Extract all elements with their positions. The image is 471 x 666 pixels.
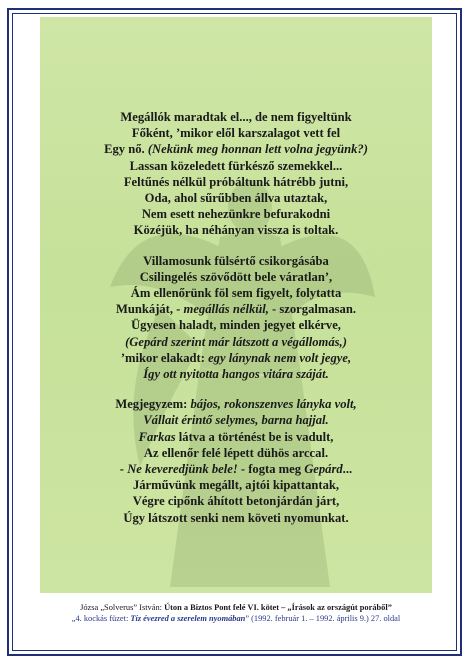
poem-line: Vállait érintő selymes, barna hajjal. (143, 413, 329, 428)
poem-line: Villamosunk fülsértő csikorgásába (143, 253, 329, 268)
poem-line: Ügyesen haladt, minden jegyet elkérve, (131, 318, 341, 333)
poem-panel (40, 17, 432, 593)
page-footer (40, 602, 432, 624)
poem-line: Végre cipőnk áhított betonjárdán járt, (132, 494, 340, 509)
poem-line: Farkas látva a történést be is vadult, (138, 429, 334, 444)
stanza-1 (40, 109, 432, 239)
footer-line-1: Józsa „Solverus” István: Úton a Biztos Pont felé VI. kötet – „Írások az országút poráből” (80, 603, 392, 612)
poem-line: Az ellenőr felé lépett dühös arccal. (143, 445, 329, 460)
poem-line: ’mikor elakadt: egy lánynak nem volt jegye, (120, 350, 352, 365)
poem-line: Csilingelés szövődött bele váratlan’, (139, 269, 333, 284)
poem-line: Megállók maradtak el..., de nem figyeltünk (120, 110, 352, 124)
poem-line: Egy nő. (Nekünk meg honnan lett volna jegyünk?) (104, 142, 368, 157)
poem-line: Oda, ahol sűrűbben állva utaztak, (144, 191, 328, 206)
poem-line: Megjegyzem: bájos, rokonszenves lányka volt, (115, 397, 357, 412)
poem-line: (Gepárd szerint már látszott a végállomás,) (125, 334, 347, 349)
poem-line: Ám ellenőrünk föl sem figyelt, folytatta (130, 286, 342, 301)
footer-line-2: „4. kockás füzet: Tíz évezred a szerelem nyomában” (1992. február 1. – 1992. április 9.) 27. oldal (71, 614, 401, 623)
stanza-3 (40, 396, 432, 526)
poem-line: Úgy látszott senki nem követi nyomunkat. (123, 510, 349, 525)
poem-line: Így ott nyitotta hangos vitára száját. (143, 367, 329, 382)
poem-line: Munkáját, - megállás nélkül, - szorgalmasan. (116, 302, 356, 317)
poem-line: Közéjük, ha néhányan vissza is toltak. (133, 223, 339, 238)
poem-line: Járművünk megállt, ajtói kipattantak, (132, 478, 340, 493)
poem-line: Feltűnés nélkül próbáltunk hátrébb jutni, (123, 174, 349, 189)
poem-line: - Ne keveredjünk bele! - fogta meg Gepárd... (119, 462, 353, 477)
poem-line: Lassan közeledett fürkésző szemekkel... (129, 158, 343, 173)
poem-text (40, 109, 432, 540)
poem-line: Főként, ’mikor elől karszalagot vett fel (131, 126, 341, 141)
poem-line: Nem esett nehezünkre befurakodni (141, 207, 331, 222)
stanza-2 (40, 253, 432, 383)
